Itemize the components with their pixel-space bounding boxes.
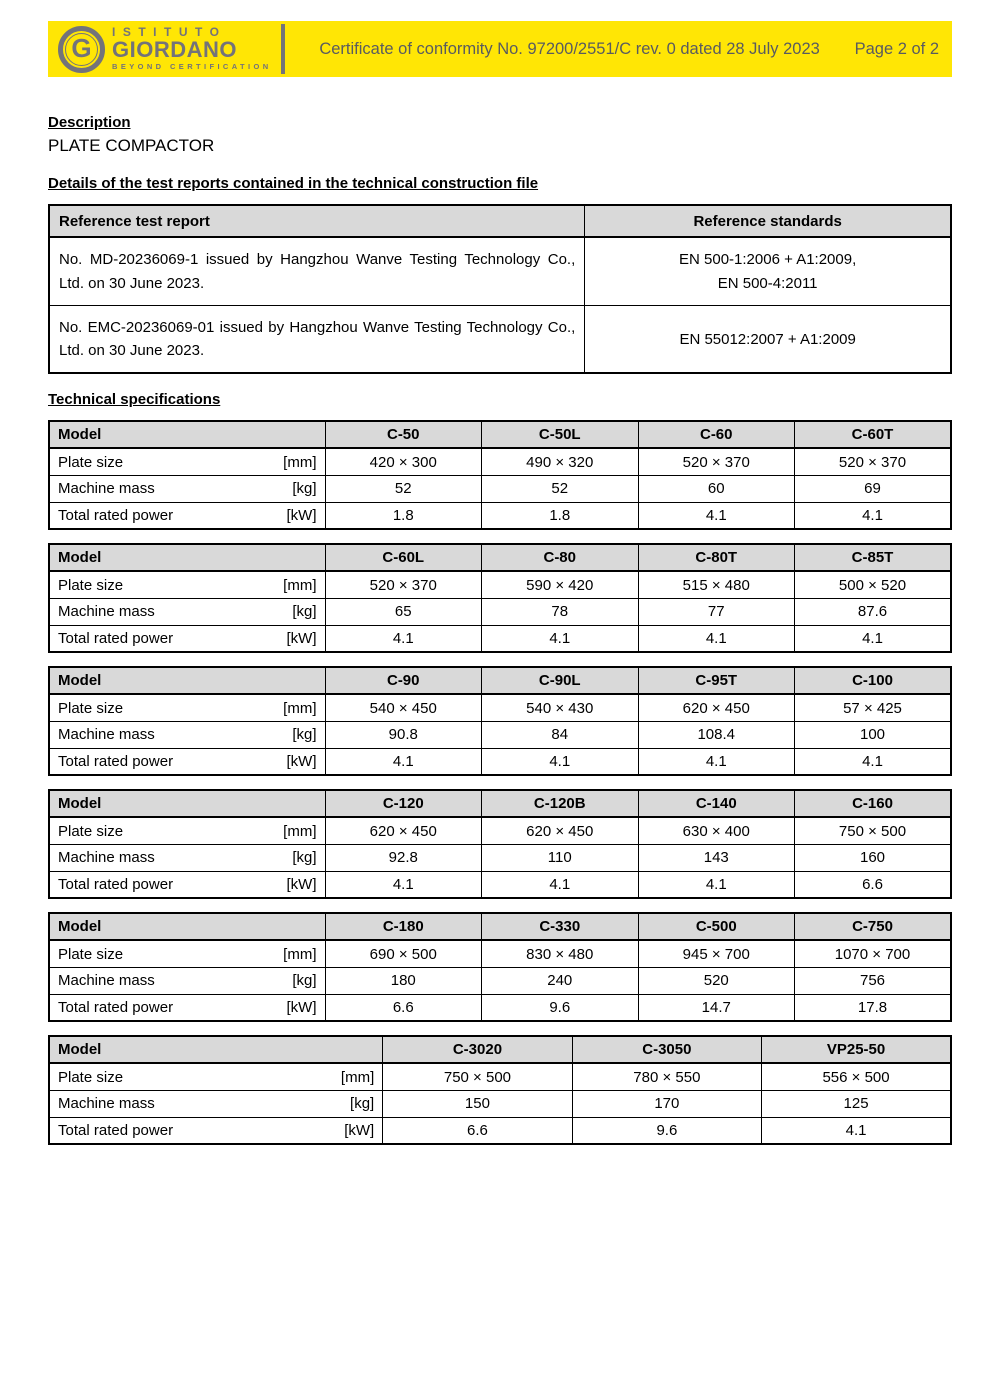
test-reports-body [49,237,951,373]
row-label-inner [58,876,317,893]
spec-row-machine_mass [49,1090,951,1117]
model-header-cell: Model [49,544,325,571]
row-label-cell [49,571,325,598]
reference-standards-cell [585,237,951,305]
spec-row-machine_mass [49,475,951,502]
value-cell: 6.6 [795,871,952,898]
model-name-cell: C-85T [795,544,952,571]
test-report-row [49,237,951,305]
model-header-cell: Model [49,913,325,940]
row-label-inner [58,849,317,866]
value-cell: 4.1 [762,1117,951,1144]
spec-row-total_rated_power [49,994,951,1021]
model-name-cell: C-90L [482,667,639,694]
certificate-title: Certificate of conformity No. 97200/2551/C rev. 0 dated 28 July 2023 [319,39,820,58]
model-name-cell: C-95T [638,667,795,694]
row-label: Total rated power [58,630,174,648]
model-name-cell: C-750 [795,913,952,940]
value-cell: 6.6 [383,1117,572,1144]
spec-row-total_rated_power [49,502,951,529]
value-cell: 160 [795,844,952,871]
spec-table-header-row [49,544,951,571]
value-cell: 420 × 300 [325,448,482,475]
value-cell: 780 × 550 [572,1063,761,1090]
value-cell: 170 [572,1090,761,1117]
row-unit: [kW] [286,876,317,894]
row-label: Plate size [58,945,124,963]
value-cell: 17.8 [795,994,952,1021]
row-unit: [kg] [292,726,317,744]
value-cell: 520 × 370 [638,448,795,475]
row-label-inner [58,946,317,963]
value-cell: 108.4 [638,721,795,748]
logo-istituto-text: ISTITUTO [112,24,227,39]
test-reports-table [48,204,952,374]
row-label-inner [58,700,317,717]
value-cell: 540 × 430 [482,694,639,721]
spec-table-header-row [49,913,951,940]
model-header-cell: Model [49,667,325,694]
column-reference-test-report: Reference test report [49,205,585,237]
row-label-inner [58,454,317,471]
test-report-row [49,305,951,373]
column-reference-standards: Reference standards [585,205,951,237]
row-label-inner [58,507,317,524]
value-cell: 110 [482,844,639,871]
model-header-cell: Model [49,1036,383,1063]
value-cell: 57 × 425 [795,694,952,721]
value-cell: 620 × 450 [482,817,639,844]
row-label-cell [49,502,325,529]
value-cell: 4.1 [482,625,639,652]
page-number: Page 2 of 2 [854,39,939,58]
value-cell: 143 [638,844,795,871]
row-label: Plate size [58,1068,124,1086]
value-cell: 515 × 480 [638,571,795,598]
spec-row-total_rated_power [49,871,951,898]
value-cell: 690 × 500 [325,940,482,967]
test-report-description-cell: No. EMC-20236069-01 issued by Hangzhou Wanve Testing Technology Co., Ltd. on 30 June 2023. [49,305,585,373]
row-label: Machine mass [58,1095,155,1113]
model-name-cell: C-100 [795,667,952,694]
value-cell: 4.1 [482,871,639,898]
value-cell: 750 × 500 [383,1063,572,1090]
row-label-inner [58,1069,374,1086]
row-unit: [mm] [283,453,317,471]
spec-table-header-row [49,1036,951,1063]
value-cell: 9.6 [482,994,639,1021]
row-label-inner [58,480,317,497]
row-label-cell [49,1063,383,1090]
row-label-cell [49,1117,383,1144]
spec-table [48,1035,952,1145]
model-name-cell: C-80T [638,544,795,571]
value-cell: 556 × 500 [762,1063,951,1090]
standards-line: EN 500-1:2006 + A1:2009, [679,251,857,269]
spec-row-plate_size [49,940,951,967]
istituto-giordano-logo [58,24,285,74]
model-name-cell: C-330 [482,913,639,940]
value-cell: 87.6 [795,598,952,625]
spec-row-plate_size [49,1063,951,1090]
model-name-cell: C-3050 [572,1036,761,1063]
value-cell: 14.7 [638,994,795,1021]
row-unit: [mm] [283,822,317,840]
spec-row-plate_size [49,817,951,844]
spec-table [48,789,952,899]
row-label-cell [49,871,325,898]
value-cell: 90.8 [325,721,482,748]
row-label-inner [58,1095,374,1112]
value-cell: 4.1 [638,625,795,652]
spec-tables [48,420,952,1145]
row-unit: [mm] [283,945,317,963]
row-unit: [kW] [286,507,317,525]
value-cell: 78 [482,598,639,625]
value-cell: 6.6 [325,994,482,1021]
value-cell: 520 × 370 [325,571,482,598]
row-unit: [kg] [292,972,317,990]
value-cell: 4.1 [795,748,952,775]
test-report-description-cell: No. MD-20236069-1 issued by Hangzhou Wanve Testing Technology Co., Ltd. on 30 June 2023. [49,237,585,305]
row-label-cell [49,625,325,652]
value-cell: 756 [795,967,952,994]
spec-table-header-row [49,667,951,694]
value-cell: 4.1 [638,871,795,898]
header-banner [48,21,952,77]
row-label-cell [49,475,325,502]
logo-g-circle-icon [58,26,105,73]
row-unit: [kW] [344,1122,375,1140]
row-label-cell [49,721,325,748]
value-cell: 125 [762,1090,951,1117]
value-cell: 4.1 [795,502,952,529]
technical-specifications-heading: Technical specifications [48,391,221,409]
value-cell: 77 [638,598,795,625]
model-name-cell: C-140 [638,790,795,817]
model-name-cell: C-160 [795,790,952,817]
value-cell: 4.1 [325,871,482,898]
logo-wordmark [112,26,272,73]
value-cell: 1.8 [325,502,482,529]
model-name-cell: C-3020 [383,1036,572,1063]
value-cell: 150 [383,1090,572,1117]
logo-giordano-text: GIORDANO [112,36,237,62]
row-unit: [kW] [286,999,317,1017]
spec-row-machine_mass [49,967,951,994]
value-cell: 100 [795,721,952,748]
standards-line: EN 55012:2007 + A1:2009 [679,330,856,348]
description-value: PLATE COMPACTOR [48,136,215,155]
value-cell: 830 × 480 [482,940,639,967]
row-label-cell [49,844,325,871]
row-label: Total rated power [58,1122,174,1140]
value-cell: 4.1 [325,625,482,652]
value-cell: 180 [325,967,482,994]
row-label: Plate size [58,576,124,594]
value-cell: 540 × 450 [325,694,482,721]
test-reports-heading: Details of the test reports contained in the technical construction file [48,175,539,193]
value-cell: 9.6 [572,1117,761,1144]
row-label: Plate size [58,822,124,840]
model-name-cell: C-50 [325,421,482,448]
model-name-cell: C-60 [638,421,795,448]
model-name-cell: C-60T [795,421,952,448]
row-unit: [mm] [283,699,317,717]
spec-row-plate_size [49,571,951,598]
row-label: Total rated power [58,999,174,1017]
row-label-inner [58,577,317,594]
value-cell: 4.1 [325,748,482,775]
value-cell: 52 [482,475,639,502]
row-label-inner [58,972,317,989]
spec-row-total_rated_power [49,748,951,775]
row-unit: [kg] [292,480,317,498]
row-label-inner [58,726,317,743]
row-unit: [mm] [283,576,317,594]
row-unit: [kg] [292,603,317,621]
value-cell: 590 × 420 [482,571,639,598]
model-name-cell: C-120 [325,790,482,817]
spec-row-plate_size [49,448,951,475]
logo-tagline-text: BEYOND CERTIFICATION [112,61,272,71]
model-name-cell: C-60L [325,544,482,571]
value-cell: 4.1 [638,748,795,775]
row-unit: [kg] [292,849,317,867]
row-label-inner [58,603,317,620]
row-label-cell [49,940,325,967]
row-label: Plate size [58,453,124,471]
value-cell: 60 [638,475,795,502]
value-cell: 4.1 [795,625,952,652]
row-label-inner [58,1122,374,1139]
model-name-cell: C-90 [325,667,482,694]
spec-table [48,543,952,653]
model-name-cell: VP25-50 [762,1036,951,1063]
model-name-cell: C-500 [638,913,795,940]
value-cell: 4.1 [482,748,639,775]
row-label: Machine mass [58,972,155,990]
value-cell: 92.8 [325,844,482,871]
row-label-cell [49,994,325,1021]
value-cell: 240 [482,967,639,994]
row-label-inner [58,630,317,647]
row-unit: [kW] [286,630,317,648]
description-heading: Description [48,114,131,131]
row-label-cell [49,448,325,475]
row-label-cell [49,1090,383,1117]
value-cell: 4.1 [638,502,795,529]
standards-line: EN 500-4:2011 [717,274,818,292]
row-label: Machine mass [58,603,155,621]
row-unit: [mm] [340,1068,375,1086]
spec-table [48,420,952,530]
row-label: Plate size [58,699,124,717]
model-name-cell: C-120B [482,790,639,817]
value-cell: 620 × 450 [638,694,795,721]
value-cell: 620 × 450 [325,817,482,844]
row-label-cell [49,967,325,994]
row-unit: [kW] [286,753,317,771]
model-header-cell: Model [49,421,325,448]
row-label-inner [58,999,317,1016]
value-cell: 65 [325,598,482,625]
row-label: Total rated power [58,753,174,771]
reference-standards-cell [585,305,951,373]
value-cell: 69 [795,475,952,502]
spec-table-header-row [49,421,951,448]
value-cell: 945 × 700 [638,940,795,967]
value-cell: 630 × 400 [638,817,795,844]
model-name-cell: C-80 [482,544,639,571]
spec-row-total_rated_power [49,1117,951,1144]
row-label-inner [58,823,317,840]
value-cell: 52 [325,475,482,502]
model-header-cell: Model [49,790,325,817]
value-cell: 750 × 500 [795,817,952,844]
row-label-inner [58,753,317,770]
value-cell: 84 [482,721,639,748]
spec-row-machine_mass [49,598,951,625]
row-label: Total rated power [58,507,174,525]
row-label-cell [49,694,325,721]
spec-table [48,912,952,1022]
value-cell: 1070 × 700 [795,940,952,967]
row-label: Machine mass [58,849,155,867]
model-name-cell: C-180 [325,913,482,940]
spec-table-header-row [49,790,951,817]
value-cell: 520 × 370 [795,448,952,475]
spec-row-machine_mass [49,721,951,748]
spec-row-machine_mass [49,844,951,871]
model-name-cell: C-50L [482,421,639,448]
row-label-cell [49,748,325,775]
row-label: Machine mass [58,726,155,744]
row-label: Machine mass [58,480,155,498]
row-label-cell [49,817,325,844]
value-cell: 520 [638,967,795,994]
row-label: Total rated power [58,876,174,894]
logo-monogram: G [71,33,92,63]
value-cell: 1.8 [482,502,639,529]
test-reports-header-row [49,205,951,237]
spec-row-plate_size [49,694,951,721]
value-cell: 490 × 320 [482,448,639,475]
value-cell: 500 × 520 [795,571,952,598]
row-label-cell [49,598,325,625]
spec-row-total_rated_power [49,625,951,652]
row-unit: [kg] [350,1095,375,1113]
spec-table [48,666,952,776]
